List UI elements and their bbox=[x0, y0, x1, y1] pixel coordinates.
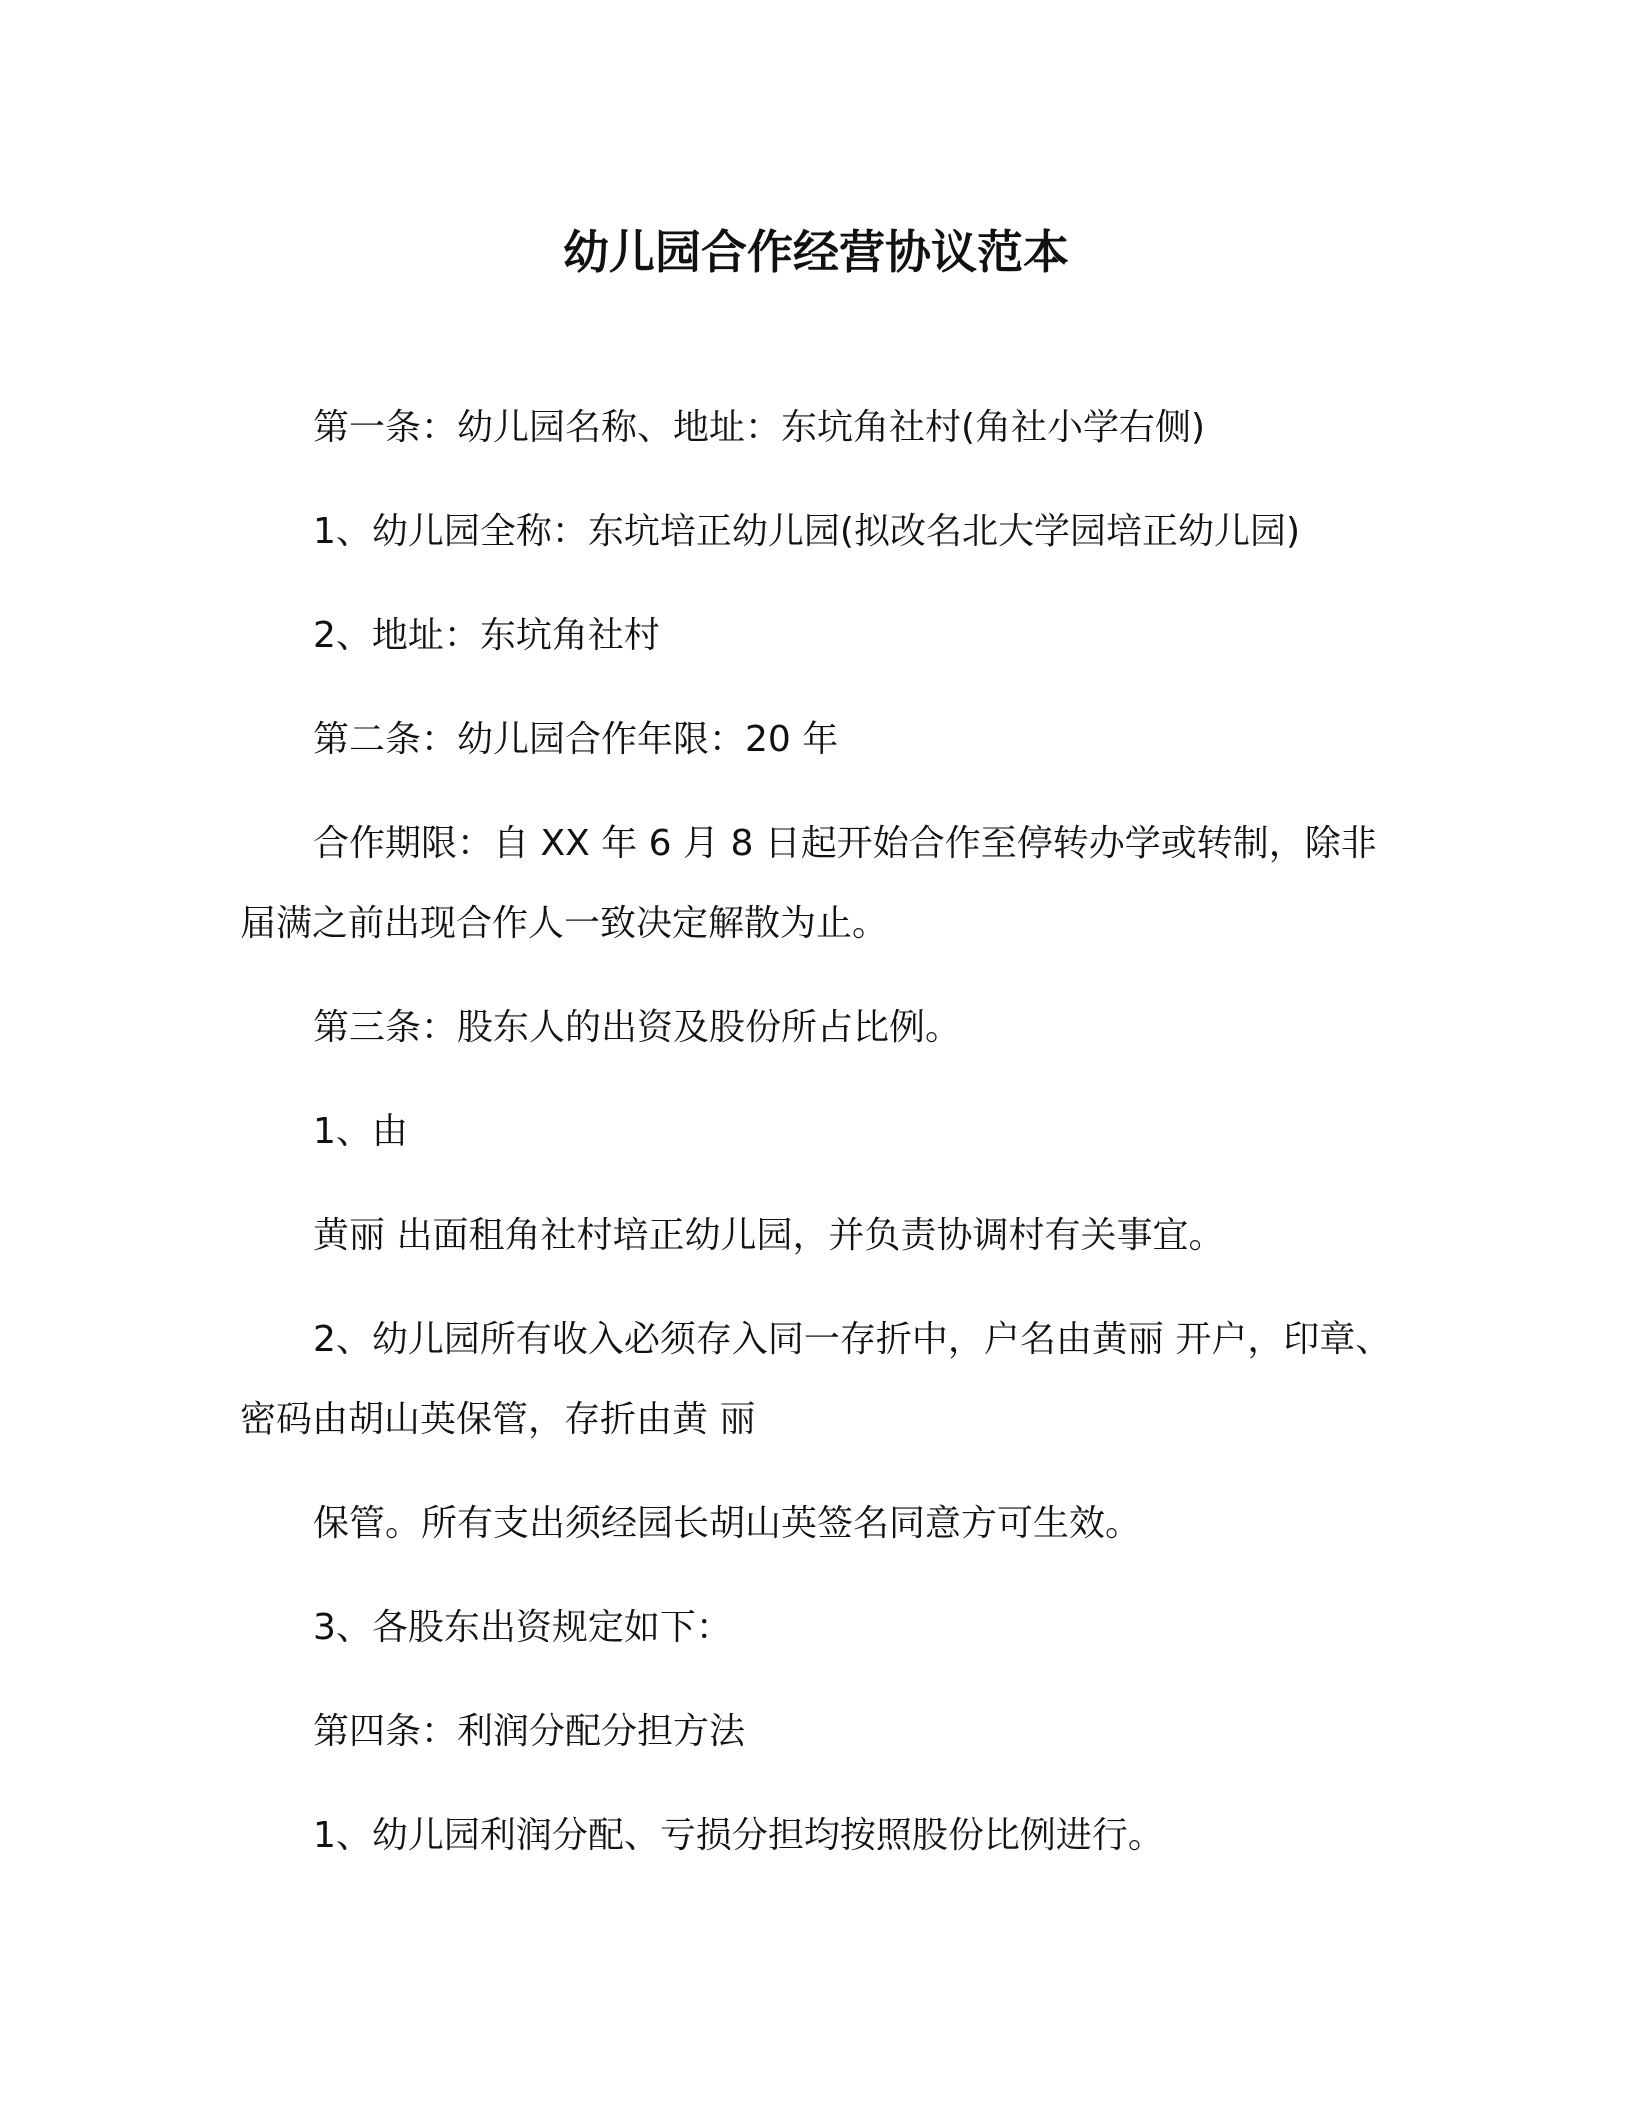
paragraph-article-1: 第一条：幼儿园名称、地址：东坑角社村(角社小学右侧) bbox=[313, 407, 1206, 448]
paragraph-article-2: 第二条：幼儿园合作年限：20 年 bbox=[313, 719, 839, 760]
paragraph-address: 2、地址：东坑角社村 bbox=[313, 615, 660, 656]
document-title: 幼儿园合作经营协议范本 bbox=[563, 225, 1069, 279]
paragraph-capital-contribution: 3、各股东出资规定如下： bbox=[313, 1607, 732, 1648]
paragraph-lease-responsibility: 黄丽 出面租角社村培正幼儿园，并负责协调村有关事宜。 bbox=[313, 1215, 1225, 1256]
paragraph-item-1: 1、由 bbox=[313, 1111, 408, 1152]
paragraph-full-name: 1、幼儿园全称：东坑培正幼儿园(拟改名北大学园培正幼儿园) bbox=[313, 511, 1300, 552]
document-body bbox=[240, 388, 1410, 1876]
paragraph-expense-approval: 保管。所有支出须经园长胡山英签名同意方可生效。 bbox=[313, 1503, 1142, 1544]
paragraph-article-3: 第三条：股东人的出资及股份所占比例。 bbox=[313, 1007, 962, 1048]
paragraph-income-deposit: 2、幼儿园所有收入必须存入同一存折中，户名由黄丽 开户，印章、密码由胡山英保管，存折由黄 丽 bbox=[240, 1319, 1392, 1440]
paragraph-article-4: 第四条：利润分配分担方法 bbox=[313, 1711, 746, 1752]
paragraph-profit-distribution: 1、幼儿园利润分配、亏损分担均按照股份比例进行。 bbox=[313, 1815, 1164, 1856]
paragraph-cooperation-period: 合作期限：自 XX 年 6 月 8 日起开始合作至停转办学或转制，除非届满之前出现合作人一致决定解散为止。 bbox=[240, 823, 1377, 944]
